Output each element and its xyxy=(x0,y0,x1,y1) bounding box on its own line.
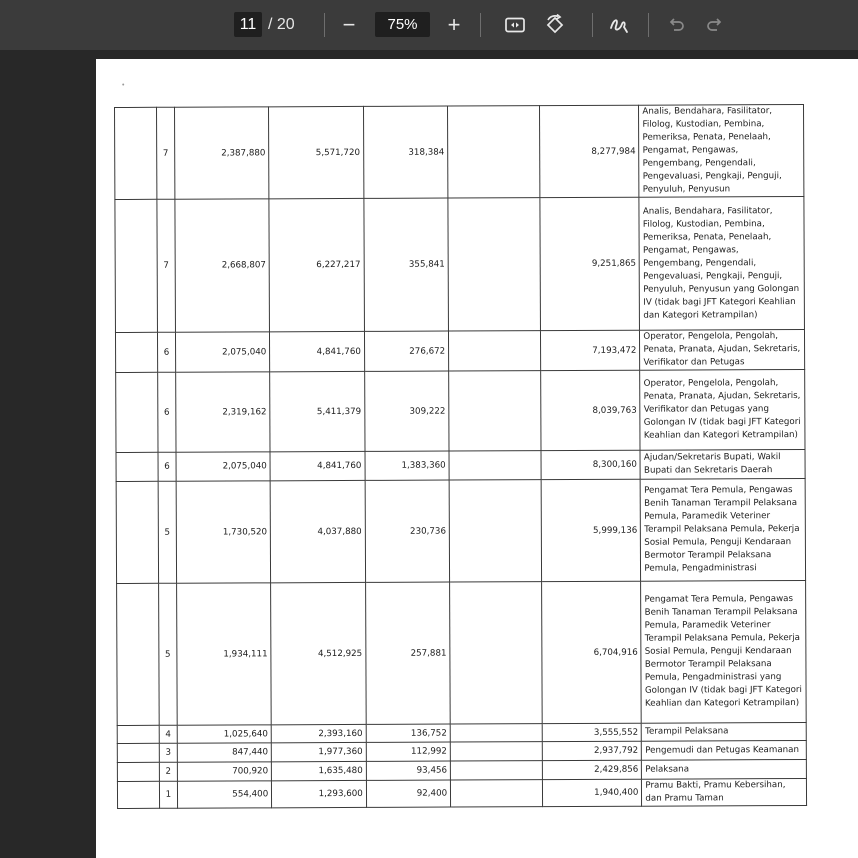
value-cell: 2,393,160 xyxy=(271,724,366,742)
table-row xyxy=(117,580,807,725)
empty-cell xyxy=(450,761,542,780)
value-cell: 2,319,162 xyxy=(175,372,270,452)
position-description-cell: Analis, Bendahara, Fasilitator, Filolog, Kustodian, Pembina, Pemeriksa, Penata, Penelaah, Pengamat, Pengawas, Pengembang, Pengendali, Pengevaluasi, Pengkaji, Penguji, Penyuluh, Penyusun yang Golongan IV (tidak bagi JFT Kategori Keahlian dan Kategori Ketrampilan) xyxy=(639,196,804,330)
value-cell: 5,411,379 xyxy=(270,371,365,451)
position-description-cell: Terampil Pelaksana xyxy=(642,722,807,741)
value-cell: 4,841,760 xyxy=(270,451,365,480)
value-cell: 1,730,520 xyxy=(176,481,271,583)
empty-cell xyxy=(116,452,158,481)
empty-cell xyxy=(117,583,160,725)
value-cell: 355,841 xyxy=(364,198,449,331)
page-count: / 20 xyxy=(268,15,295,33)
value-cell: 318,384 xyxy=(363,106,448,198)
empty-cell xyxy=(450,582,542,724)
grade-cell: 7 xyxy=(157,107,175,199)
grade-cell: 7 xyxy=(157,199,175,332)
value-cell: 1,383,360 xyxy=(365,451,449,480)
empty-cell xyxy=(451,780,543,807)
empty-cell xyxy=(115,107,158,199)
empty-cell xyxy=(117,781,159,808)
pdf-page xyxy=(96,59,858,858)
position-description-cell: Operator, Pengelola, Pengolah, Penata, Pranata, Ajudan, Sekretaris, Verifikator dan Petugas yang Golongan IV (tidak bagi JFT Kategori Keahlian dan Kategori Ketrampilan) xyxy=(640,369,805,450)
value-cell: 1,934,111 xyxy=(176,583,271,725)
total-cell: 8,039,763 xyxy=(540,370,640,450)
draw-icon[interactable] xyxy=(606,12,632,38)
position-description-cell: Pramu Bakti, Pramu Kebersihan, dan Pramu Taman xyxy=(642,778,807,806)
value-cell: 136,752 xyxy=(366,724,450,742)
total-cell: 8,300,160 xyxy=(541,450,641,479)
empty-cell xyxy=(115,332,157,372)
empty-cell xyxy=(449,371,541,451)
value-cell: 2,668,807 xyxy=(175,199,270,332)
position-description-cell: Pelaksana xyxy=(642,759,807,779)
value-cell: 5,571,720 xyxy=(269,106,364,198)
divider xyxy=(592,13,593,37)
value-cell: 847,440 xyxy=(177,743,272,762)
position-description-cell: Analis, Bendahara, Fasilitator, Filolog, Kustodian, Pembina, Pemeriksa, Penata, Penelaah, Pengamat, Pengawas, Pengembang, Pengendali, Pengevaluasi, Pengkaji, Penguji, Penyuluh, Penyusun xyxy=(639,104,804,197)
total-cell: 1,940,400 xyxy=(542,779,642,806)
zoom-level[interactable]: 75% xyxy=(375,12,430,37)
undo-icon[interactable] xyxy=(663,12,689,38)
table-row xyxy=(115,104,804,199)
value-cell: 1,977,360 xyxy=(271,742,366,761)
table-row xyxy=(116,369,805,452)
page-number-input[interactable]: 11 xyxy=(234,12,262,37)
value-cell: 4,512,925 xyxy=(271,582,366,724)
document-viewer[interactable] xyxy=(0,50,858,858)
position-description-cell: Pengamat Tera Pemula, Pengawas Benih Tanaman Terampil Pelaksana Pemula, Paramedik Veteriner Terampil Pelaksana Pemula, Pekerja Sosial Pemula, Penguji Kendaraan Bermotor Terampil Pelaksana Pemula, Pengadministrasi yang Golongan IV (tidak bagi JFT Kategori Keahlian dan Kategori Ketrampilan) xyxy=(641,580,806,723)
value-cell: 700,920 xyxy=(177,762,272,781)
value-cell: 230,736 xyxy=(365,480,450,582)
position-description-cell: Pengamat Tera Pemula, Pengawas Benih Tanaman Terampil Pelaksana Pemula, Paramedik Veteriner Terampil Pelaksana Pemula, Pekerja Sosial Pemula, Penguji Kendaraan Bermotor Terampil Pelaksana Pemula, Pengadministrasi xyxy=(641,478,806,581)
value-cell: 112,992 xyxy=(366,742,450,761)
empty-cell xyxy=(116,481,159,583)
table-row xyxy=(115,329,804,372)
table-row xyxy=(116,478,805,583)
empty-cell xyxy=(117,762,159,781)
grade-cell: 3 xyxy=(159,743,177,762)
total-cell: 6,704,916 xyxy=(541,581,641,723)
empty-cell xyxy=(450,724,542,742)
divider xyxy=(480,13,481,37)
value-cell: 1,635,480 xyxy=(272,761,367,780)
zoom-out-icon[interactable]: − xyxy=(342,12,356,37)
grade-cell: 5 xyxy=(159,583,177,725)
table-row xyxy=(117,778,806,808)
empty-cell xyxy=(448,106,540,198)
position-description-cell: Ajudan/Sekretaris Bupati, Wakil Bupati dan Sekretaris Daerah xyxy=(640,449,805,479)
value-cell: 276,672 xyxy=(364,331,448,371)
total-cell: 3,555,552 xyxy=(542,723,642,741)
value-cell: 2,075,040 xyxy=(176,452,271,481)
grade-cell: 6 xyxy=(158,332,176,372)
grade-cell: 6 xyxy=(158,372,176,452)
pdf-toolbar xyxy=(0,0,858,50)
grade-cell: 1 xyxy=(160,781,178,808)
empty-cell xyxy=(117,743,159,762)
value-cell: 309,222 xyxy=(364,371,449,451)
position-description-cell: Operator, Pengelola, Pengolah, Penata, Pranata, Ajudan, Sekretaris, Verifikator dan Petugas xyxy=(640,329,805,370)
empty-cell xyxy=(449,480,541,582)
rotate-icon[interactable] xyxy=(542,12,568,38)
value-cell: 2,387,880 xyxy=(174,107,269,199)
value-cell: 2,075,040 xyxy=(175,332,270,372)
salary-table xyxy=(114,104,807,809)
table-row xyxy=(115,196,805,332)
grade-cell: 2 xyxy=(160,762,178,781)
value-cell: 4,841,760 xyxy=(270,331,365,371)
empty-cell xyxy=(117,725,159,743)
total-cell: 7,193,472 xyxy=(540,330,640,370)
value-cell: 6,227,217 xyxy=(269,198,364,331)
empty-cell xyxy=(450,742,542,761)
redo-icon[interactable] xyxy=(702,12,728,38)
total-cell: 2,937,792 xyxy=(542,741,642,760)
value-cell: 92,400 xyxy=(366,780,450,807)
fit-page-icon[interactable] xyxy=(502,12,528,38)
total-cell: 8,277,984 xyxy=(539,105,639,197)
scan-artifact-icon: • xyxy=(122,82,125,89)
value-cell: 1,025,640 xyxy=(177,725,272,743)
position-description-cell: Pengemudi dan Petugas Keamanan xyxy=(642,740,807,760)
grade-cell: 6 xyxy=(158,452,176,481)
empty-cell xyxy=(448,198,540,331)
total-cell: 2,429,856 xyxy=(542,760,642,779)
value-cell: 1,293,600 xyxy=(272,780,367,807)
value-cell: 93,456 xyxy=(366,761,450,780)
empty-cell xyxy=(115,199,158,332)
zoom-in-icon[interactable]: + xyxy=(447,12,461,37)
value-cell: 4,037,880 xyxy=(270,480,365,582)
grade-cell: 4 xyxy=(159,725,177,743)
empty-cell xyxy=(449,451,541,480)
empty-cell xyxy=(116,372,159,452)
value-cell: 257,881 xyxy=(365,582,450,724)
total-cell: 9,251,865 xyxy=(540,197,640,330)
empty-cell xyxy=(449,331,541,371)
divider xyxy=(324,13,325,37)
total-cell: 5,999,136 xyxy=(541,479,641,581)
divider xyxy=(648,13,649,37)
grade-cell: 5 xyxy=(158,481,176,583)
value-cell: 554,400 xyxy=(177,781,272,808)
table-row xyxy=(116,449,805,481)
